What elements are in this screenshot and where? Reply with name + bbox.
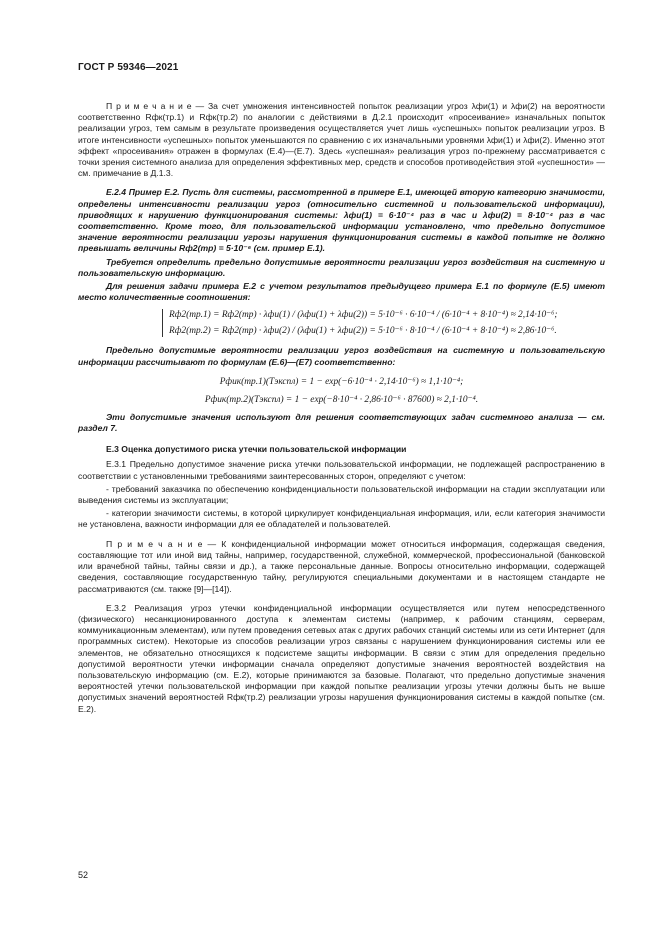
formula-p-tr1: Pфик(тр.1)(Tэкспл) = 1 − exp(−6·10⁻⁴ · 2,14·10⁻⁶) ≈ 1,1·10⁻⁴; [219, 376, 464, 387]
formula-r-tr2: Rф2(тр.2) = Rф2(тр) · λфи(2) / (λфи(1) + λфи(2)) = 5·10⁻⁶ · 8·10⁻⁴ / (6·10⁻⁴ + 8·10⁻⁴) ≈ 2,86·10⁻⁶. [169, 326, 557, 337]
example-task-paragraph: Требуется определить предельно допустимые вероятности реализации угроз воздействия на системную и пользовательскую информацию. [78, 256, 605, 278]
note-paragraph-2: П р и м е ч а н и е — К конфиденциальной информации может относиться информация, содержащая сведения, составляющие тот или иной вид тайны, например, государственной, служебной, коммерческой, профессиональной (банковской или врачебной тайны, тайны связи и др.), а также персональные данные. Вопросы относительно информации, содержащей сведения, составляющие государственную тайну, регулируются специальными документами и в настоящем стандарте не рассматриваются (см. также [9]—[14]). [78, 538, 605, 594]
example-conclusion-paragraph: Эти допустимые значения используют для решения соответствующих задач системного анализа — см. раздел 7. [78, 411, 605, 434]
example-solution-paragraph: Для решения задачи примера Е.2 с учетом результатов предыдущего примера Е.1 по формуле (Е.5) имеют место количественные соотношения: [78, 281, 605, 303]
document-header: ГОСТ Р 59346—2021 [78, 62, 179, 73]
formula-system-1 [162, 309, 559, 337]
page-number: 52 [78, 870, 89, 880]
example-probabilities-paragraph: Предельно допустимые вероятности реализации угроз воздействия на системную и пользовательскую информации рассчитывают по формулам (Е.6)—(Е7) соответственно: [78, 345, 605, 367]
example-e2-paragraph: Е.2.4 Пример Е.2. Пусть для системы, рассмотренной в примере Е.1, имеющей вторую категорию значимости, определены интенсивности реализации угроз (относительно системной и пользовательской информации), приводящих к нарушению функционирования системы: λфи(1) = 6·10⁻⁴ раз в час и λфи(2) = 8·10⁻⁴ раз в час соответственно. Кроме того, для пользовательской информации установлено, что предельно допустимое значение вероятности реализации угрозы нарушения функционирования системы в каждой попытке не должно превышать величины Rф2(тр) = 5·10⁻⁶ (см. пример Е.1). [78, 187, 605, 254]
bullet-item-2: - категории значимости системы, в которой циркулирует конфиденциальная информация, или, если категория значимости не установлена, важности информации для ее обладателей и пользователей. [78, 508, 605, 530]
paragraph-e31: Е.3.1 Предельно допустимое значение риска утечки пользовательской информации, не подлежащей распространению в соответствии с установленными требованиями заинтересованных сторон, определяют с учетом: [78, 459, 605, 481]
formula-r-tr1: Rф2(тр.1) = Rф2(тр) · λфи(1) / (λфи(1) + λфи(2)) = 5·10⁻⁶ · 6·10⁻⁴ / (6·10⁻⁴ + 8·10⁻⁴) ≈ 2,14·10⁻⁶; [169, 310, 558, 321]
formula-p-tr2: Pфик(тр.2)(Tэкспл) = 1 − exp(−8·10⁻⁴ · 2,86·10⁻⁶ · 87600) ≈ 2,1·10⁻⁴. [204, 394, 479, 405]
section-title-e3: Е.3 Оценка допустимого риска утечки пользовательской информации [106, 444, 407, 455]
page-content [78, 101, 605, 717]
paragraph-e32: Е.3.2 Реализация угроз утечки конфиденциальной информации осуществляется или путем непосредственного (физического) несанкционированного доступа к элементам системы (например, к рабочим станциям, серверам, коммуникационным элементам), или путем проведения сетевых атак с других рабочих станций системы или из сети Интернет (для программных систем). Некоторые из способов реализации угроз связаны с нарушением функционирования системы или ее элементов, не обязательно относящихся к подсистеме защиты информации. В связи с этим для определения предельно допустимой вероятности утечки информации сначала определяют допустимые значения вероятностей воздействия на пользовательскую информацию (см. Е.2), которые принимаются за базовые. Полагают, что предельно допустимые значения вероятностей утечки пользовательской информации при каждой попытке реализации угрозы утечки должны быть не выше допустимых значений вероятностей Rфк(тр.2) реализации угрозы нарушения функционирования системы в каждой попытке (см. Е.2). [78, 602, 605, 714]
note-paragraph-1: П р и м е ч а н и е — За счет умножения интенсивностей попыток реализации угроз λфи(1) и λфи(2) на вероятности соответственно Rфк(тр.1) и Rфк(тр.2) по аналогии с действиями в Д.2.1 происходит «просеивание» изначальных попыток реализации угроз, тем самым в результате произведения осуществляется учет лишь «успешных» попыток реализации угроз. В итоге интенсивности «успешных» попыток уменьшаются по сравнению с их изначальными уровнями λфи(1) и λфи(2). Именно этот эффект «просеивания» отражен в формулах (Е.4)—(Е.7). Здесь «успешная» реализация угроз по-прежнему рассматривается с точки зрения системного анализа для определения эффективных мер, средств и способов противодействия этой «успешности» — см. примечание в Д.1.3. [78, 101, 605, 179]
bullet-item-1: - требований заказчика по обеспечению конфиденциальности пользовательской информации на стадии эксплуатации или выведения системы из эксплуатации; [78, 483, 605, 506]
